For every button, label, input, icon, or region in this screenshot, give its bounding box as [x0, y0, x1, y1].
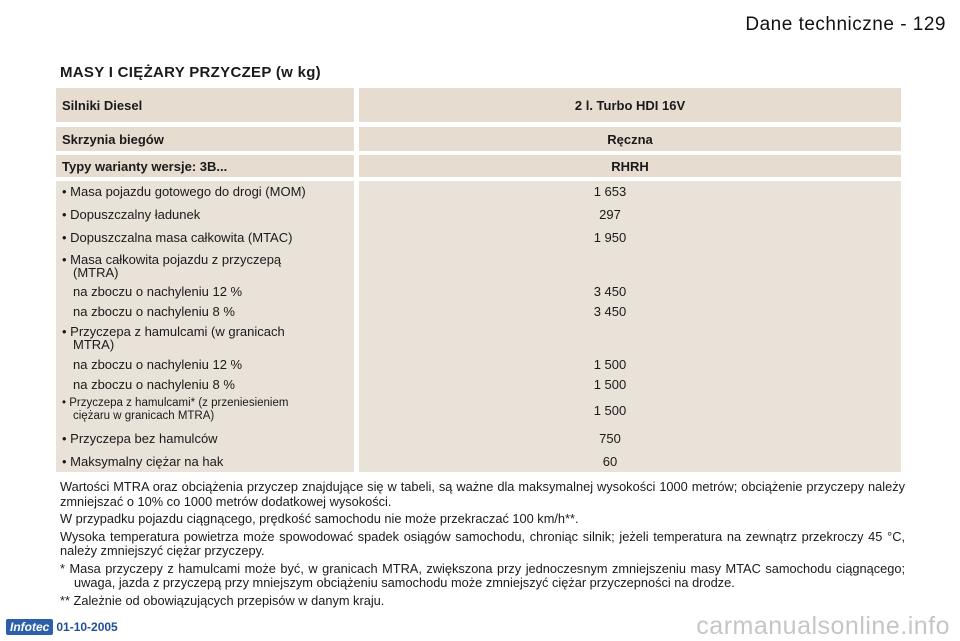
section-title: MASY I CIĘŻARY PRZYCZEP (w kg): [60, 64, 321, 81]
row-label: na zboczu o nachyleniu 12 %: [73, 284, 243, 299]
variants-value: RHRH: [359, 155, 901, 177]
row-value: 3 450: [593, 284, 627, 299]
row-label: ciężaru w granicach MTRA): [73, 410, 215, 422]
watermark: carmanualsonline.info: [696, 612, 950, 640]
footnote-double-asterisk: ** Zależnie od obowiązujących przepisów w danym kraju.: [60, 592, 385, 608]
engine-label: Silniki Diesel: [56, 88, 354, 122]
notes-section: [60, 480, 905, 611]
page-header-title: Dane techniczne - 129: [745, 14, 946, 35]
row-value: 60: [602, 454, 618, 469]
note-paragraph: W przypadku pojazdu ciągnącego, prędkość samochodu nie może przekraczać 100 km/h**.: [60, 511, 579, 526]
infotec-logo: Infotec: [6, 619, 53, 635]
row-value: 1 500: [593, 377, 627, 392]
table-header-variants: [56, 155, 901, 177]
row-value: 3 450: [593, 304, 627, 319]
row-value: 1 500: [593, 357, 627, 372]
row-label: • Masa pojazdu gotowego do drogi (MOM): [62, 184, 306, 199]
row-label: • Masa całkowita pojazdu z przyczepą: [62, 252, 282, 267]
row-value: 750: [599, 431, 621, 446]
row-label: • Przyczepa bez hamulców: [62, 431, 218, 446]
row-value: 1 500: [593, 403, 627, 418]
mass-table-body: [56, 181, 901, 472]
row-label: (MTRA): [73, 265, 119, 280]
row-label: • Dopuszczalny ładunek: [62, 207, 201, 222]
row-label: na zboczu o nachyleniu 12 %: [73, 357, 243, 372]
row-label: • Dopuszczalna masa całkowita (MTAC): [62, 230, 293, 245]
mass-table-values: [359, 181, 901, 472]
row-label: • Przyczepa z hamulcami (w granicach: [62, 324, 285, 339]
mass-table-labels: [56, 181, 354, 472]
table-header-gearbox: [56, 127, 901, 151]
row-label: • Przyczepa z hamulcami* (z przeniesieniem: [62, 397, 289, 409]
table-header-engine: [56, 88, 901, 122]
row-value: 1 653: [593, 184, 627, 199]
note-paragraph: Wartości MTRA oraz obciążenia przyczep znajdujące się w tabeli, są ważne dla maksymalnej wysokości 1000 metrów; obciążenie przyczepy należy zmniejszać o 10% co 1000 metrów dodatkowej wysokości.: [60, 479, 905, 509]
row-value: 297: [599, 207, 621, 222]
row-label: na zboczu o nachyleniu 8 %: [73, 304, 235, 319]
footer: [6, 619, 118, 635]
variants-label: Typy warianty wersje: 3B...: [56, 155, 354, 177]
footer-date: 01-10-2005: [56, 620, 118, 634]
footnote-asterisk: * Masa przyczepy z hamulcami może być, w granicach MTRA, zwiększona przy jednoczesnym zmniejszeniu masy MTAC samochodu ciągnącego; uwaga, jazda z przyczepą przy mniejszym obciążeniu samochodu może zmniejszyć ciężar przyczepności na drodze.: [60, 560, 905, 590]
row-value: 1 950: [593, 230, 627, 245]
gearbox-label: Skrzynia biegów: [56, 127, 354, 151]
note-paragraph: Wysoka temperatura powietrza może spowodować spadek osiągów samochodu, chroniąc silnik; jeżeli temperatura na zewnątrz przekroczy 45 °C, należy zmniejszyć ciężar przyczepy.: [60, 528, 905, 558]
row-label: na zboczu o nachyleniu 8 %: [73, 377, 235, 392]
row-label: MTRA): [73, 337, 115, 352]
gearbox-value: Ręczna: [359, 127, 901, 151]
row-label: • Maksymalny ciężar na hak: [62, 454, 224, 469]
engine-value: 2 l. Turbo HDI 16V: [359, 88, 901, 122]
